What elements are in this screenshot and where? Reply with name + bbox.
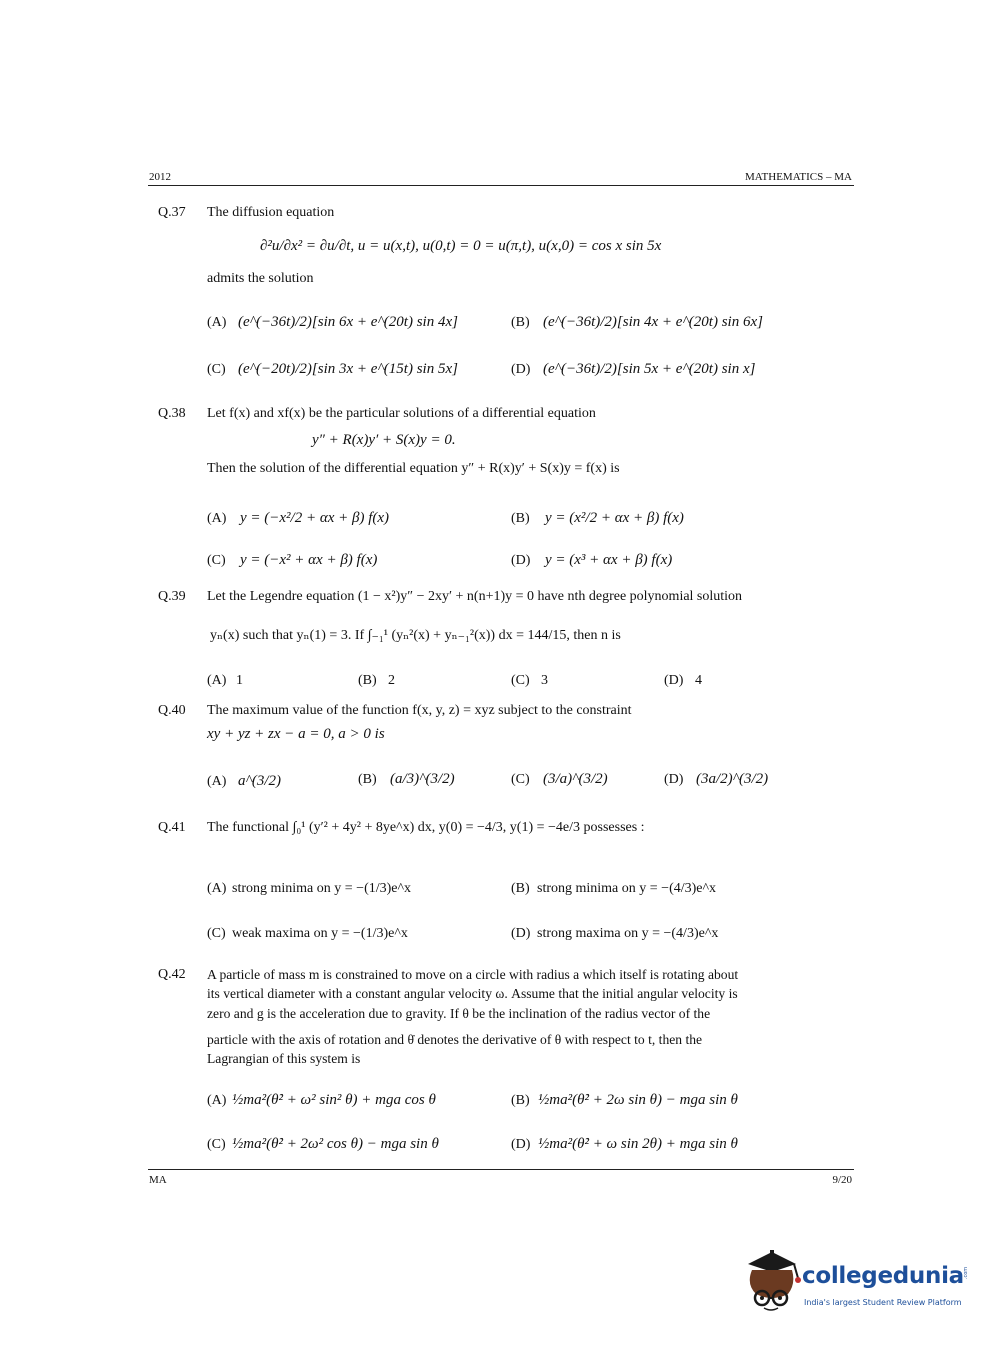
question-equation: ∂²u/∂x² = ∂u/∂t, u = u(x,t), u(0,t) = 0 = u(π,t), u(x,0) = cos x sin 5x [260, 238, 662, 254]
option-label: (A) [207, 881, 227, 896]
option-text: (e^(−36t)/2)[sin 6x + e^(20t) sin 4x] [238, 314, 458, 330]
option-text: strong minima on y = −(4/3)e^x [537, 881, 717, 896]
logo-tagline: India's largest Student Review Platform [804, 1298, 962, 1307]
option-label: (C) [511, 772, 530, 787]
option-label: (C) [511, 673, 530, 688]
question-stem-line: Lagrangian of this system is [207, 1051, 361, 1066]
question-stem-after: yₙ(x) such that yₙ(1) = 3. If ∫₋₁¹ (yₙ²(x) + yₙ₋₁²(x)) dx = 144/15, then n is [210, 628, 621, 643]
logo-tm: .com [963, 1266, 970, 1280]
footer-rule [148, 1169, 854, 1170]
logo-name: collegedunia [802, 1263, 964, 1289]
question-number: Q.40 [158, 703, 186, 718]
question-stem: Let the Legendre equation (1 − x²)y″ − 2xy′ + n(n+1)y = 0 have nth degree polynomial solution [207, 589, 743, 604]
question-equation: y″ + R(x)y′ + S(x)y = 0. [312, 432, 456, 448]
question-stem: The maximum value of the function f(x, y, z) = xyz subject to the constraint [207, 703, 632, 718]
question-stem-after: xy + yz + zx − a = 0, a > 0 is [207, 726, 385, 742]
option-text: 4 [695, 673, 702, 688]
option-label: (B) [511, 315, 530, 330]
option-label: (A) [207, 315, 227, 330]
option-text: 2 [388, 673, 395, 688]
option-text: y = (x³ + αx + β) f(x) [545, 552, 673, 568]
question-stem-line: A particle of mass m is constrained to move on a circle with radius a which itself is rotating about [207, 967, 739, 982]
question-number: Q.37 [158, 205, 186, 220]
question-stem-after: admits the solution [207, 271, 314, 286]
option-label: (A) [207, 511, 227, 526]
option-label: (D) [511, 926, 531, 941]
option-text: y = (−x²/2 + αx + β) f(x) [240, 510, 390, 526]
mascot-icon [742, 1248, 802, 1314]
option-label: (A) [207, 673, 227, 688]
option-text: (3/a)^(3/2) [543, 771, 608, 787]
question-stem-line: its vertical diameter with a constant angular velocity ω. Assume that the initial angular velocity is [207, 986, 738, 1001]
option-text: y = (x²/2 + αx + β) f(x) [545, 510, 684, 526]
option-label: (C) [207, 362, 226, 377]
question-stem-after: Then the solution of the differential equation y″ + R(x)y′ + S(x)y = f(x) is [207, 461, 620, 476]
footer-code: MA [149, 1174, 167, 1186]
question-stem: The functional ∫₀¹ (y′² + 4y² + 8ye^x) dx, y(0) = −4/3, y(1) = −4e/3 possesses : [207, 820, 645, 835]
option-text: (e^(−36t)/2)[sin 4x + e^(20t) sin 6x] [543, 314, 763, 330]
question-number: Q.39 [158, 589, 186, 604]
option-label: (B) [358, 673, 377, 688]
question-stem: The diffusion equation [207, 205, 335, 220]
option-text: (3a/2)^(3/2) [696, 771, 769, 787]
option-text: a^(3/2) [238, 773, 281, 789]
question-number: Q.38 [158, 406, 186, 421]
option-label: (D) [664, 673, 684, 688]
option-label: (D) [664, 772, 684, 787]
option-text: 3 [541, 673, 548, 688]
option-text: ½ma²(θ̇² + ω² sin² θ) + mga cos θ [232, 1092, 436, 1108]
option-text: 1 [236, 673, 243, 688]
header-rule [148, 185, 854, 186]
option-label: (D) [511, 1137, 531, 1152]
question-number: Q.42 [158, 967, 186, 982]
option-label: (A) [207, 774, 227, 789]
option-text: (a/3)^(3/2) [390, 771, 455, 787]
option-label: (C) [207, 1137, 226, 1152]
option-label: (C) [207, 553, 226, 568]
option-label: (B) [511, 881, 530, 896]
question-stem-line: zero and g is the acceleration due to gravity. If θ be the inclination of the radius vector of the [207, 1006, 711, 1021]
option-text: y = (−x² + αx + β) f(x) [240, 552, 378, 568]
option-label: (B) [511, 1093, 530, 1108]
collegedunia-logo[interactable] [742, 1248, 972, 1320]
option-text: ½ma²(θ̇² + 2ω sin θ) − mga sin θ [538, 1092, 738, 1108]
question-stem: Let f(x) and xf(x) be the particular solutions of a differential equation [207, 406, 596, 421]
header-subject: MATHEMATICS – MA [745, 171, 852, 183]
option-text: ½ma²(θ̇² + 2ω² cos θ) − mga sin θ [232, 1136, 439, 1152]
option-text: strong minima on y = −(1/3)e^x [232, 881, 412, 896]
option-label: (B) [358, 772, 377, 787]
option-label: (C) [207, 926, 226, 941]
option-text: weak maxima on y = −(1/3)e^x [232, 926, 408, 941]
option-label: (B) [511, 511, 530, 526]
footer-page: 9/20 [832, 1174, 852, 1186]
option-text: ½ma²(θ̇² + ω sin 2θ) + mga sin θ [538, 1136, 738, 1152]
option-text: strong maxima on y = −(4/3)e^x [537, 926, 719, 941]
option-label: (D) [511, 553, 531, 568]
option-label: (D) [511, 362, 531, 377]
option-text: (e^(−36t)/2)[sin 5x + e^(20t) sin x] [543, 361, 756, 377]
question-number: Q.41 [158, 820, 186, 835]
option-text: (e^(−20t)/2)[sin 3x + e^(15t) sin 5x] [238, 361, 458, 377]
header-year: 2012 [149, 171, 171, 183]
option-label: (A) [207, 1093, 227, 1108]
question-stem-line: particle with the axis of rotation and θ̇ denotes the derivative of θ with respect to t, then the [207, 1032, 703, 1047]
